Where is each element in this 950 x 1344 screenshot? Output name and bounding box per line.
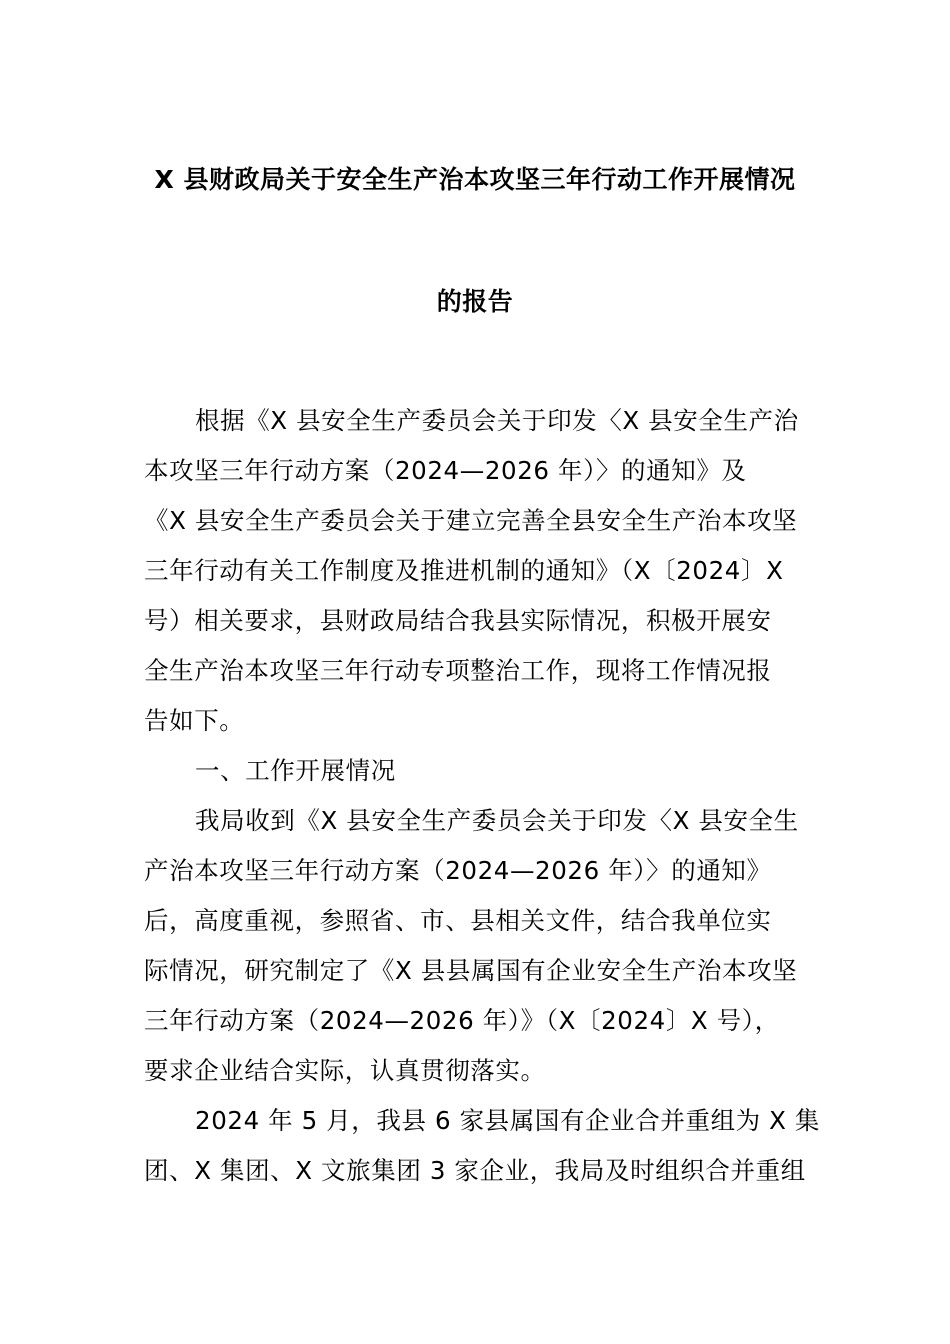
paragraph-2-line-4: 际情况，研究制定了《X 县县属国有企业安全生产治本攻坚 (144, 956, 798, 985)
paragraph-1-line-5: 号）相关要求，县财政局结合我县实际情况，积极开展安 (144, 606, 772, 635)
paragraph-1-line-1: 根据《X 县安全生产委员会关于印发〈X 县安全生产治 (195, 406, 799, 435)
paragraph-2-line-5: 三年行动方案（2024—2026 年）》（X〔2024〕X 号）， (144, 1006, 780, 1035)
paragraph-1-line-4: 三年行动有关工作制度及推进机制的通知》（X〔2024〕X (144, 556, 784, 585)
paragraph-2-line-1: 我局收到《X 县安全生产委员会关于印发〈X 县安全生 (195, 806, 799, 835)
paragraph-3-line-1: 2024 年 5 月，我县 6 家县属国有企业合并重组为 X 集 (195, 1106, 821, 1135)
paragraph-1-line-7: 告如下。 (144, 706, 245, 735)
section-heading-1: 一、工作开展情况 (195, 756, 396, 785)
paragraph-2-line-3: 后，高度重视，参照省、市、县相关文件，结合我单位实 (144, 906, 772, 935)
document-title-line-1: X 县财政局关于安全生产治本攻坚三年行动工作开展情况 (154, 165, 796, 194)
paragraph-1-line-2: 本攻坚三年行动方案（2024—2026 年）〉的通知》及 (144, 456, 747, 485)
document-body (144, 396, 824, 1196)
paragraph-2-line-2: 产治本攻坚三年行动方案（2024—2026 年）〉的通知》 (144, 856, 772, 885)
paragraph-3-line-2: 团、X 集团、X 文旅集团 3 家企业，我局及时组织合并重组 (144, 1156, 806, 1185)
paragraph-2-line-6: 要求企业结合实际，认真贯彻落实。 (144, 1056, 546, 1085)
document-title-line-2: 的报告 (436, 287, 514, 316)
paragraph-1-line-3: 《X 县安全生产委员会关于建立完善全县安全生产治本攻坚 (144, 506, 798, 535)
paragraph-1-line-6: 全生产治本攻坚三年行动专项整治工作，现将工作情况报 (144, 656, 772, 685)
